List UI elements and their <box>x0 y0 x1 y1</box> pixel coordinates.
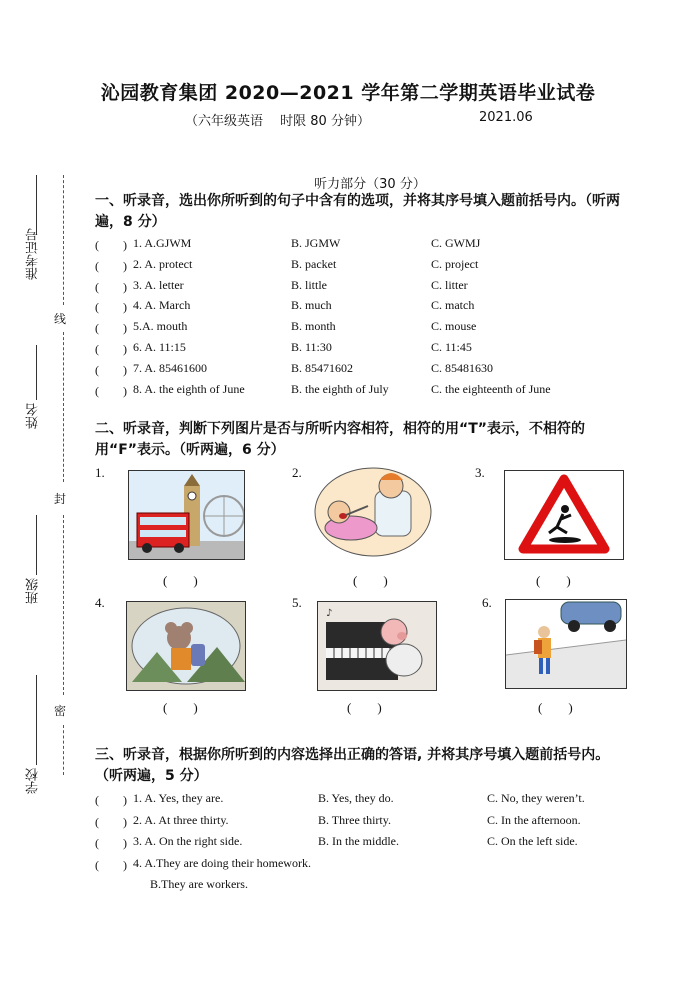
s1-option-b: B. packet <box>291 256 337 271</box>
s1-option-b: B. JGMW <box>291 236 341 250</box>
pic1-answer[interactable]: ( ) <box>163 573 198 588</box>
exam-date: 2021.06 <box>479 110 533 125</box>
s3-option-c: C. In the afternoon. <box>487 812 581 827</box>
s3-row <box>95 856 635 876</box>
pic5-number: 5. <box>292 595 302 610</box>
s1-option-c: C. the eighteenth of June <box>431 381 551 396</box>
binding-margin <box>18 160 73 810</box>
s1-row <box>95 340 635 360</box>
pig-piano-icon <box>317 601 437 691</box>
s1-option-c: C. 85481630 <box>431 360 494 375</box>
pic1-number: 1. <box>95 465 105 480</box>
s3-option-b: B. Yes, they do. <box>318 791 394 805</box>
s1-option-b: B. the eighth of July <box>291 381 389 396</box>
s1-row <box>95 278 635 298</box>
listening-title: 听力部分（30 分） <box>314 177 426 192</box>
s1-option-a: 4. A. March <box>133 298 191 313</box>
pic5-answer[interactable]: ( ) <box>347 700 382 715</box>
s1-option-c: C. 11:45 <box>431 340 472 354</box>
s3-option-c: C. On the left side. <box>487 834 578 848</box>
s3-row <box>95 813 635 833</box>
s3-answer-paren[interactable]: ( ) <box>95 836 127 850</box>
s3-row <box>95 791 635 811</box>
mouse-hiker-icon <box>126 601 246 691</box>
s3-option-a: 4. A.They are doing their homework. <box>133 855 311 870</box>
s1-row <box>95 361 635 381</box>
london-bus-bigben-icon <box>128 470 245 560</box>
s1-answer-paren[interactable]: ( ) <box>95 279 127 294</box>
section3-heading: 三、听录音，根据你所听到的内容选择出正确的答语, 并将其序号填入题前括号内。（听两遍，5 分） <box>95 747 610 784</box>
class-label: 班级 <box>26 578 41 604</box>
pic4-answer[interactable]: ( ) <box>163 700 198 715</box>
s1-option-c: C. match <box>431 298 475 313</box>
s1-option-b: B. month <box>291 319 336 334</box>
s3-answer-paren[interactable]: ( ) <box>95 857 127 872</box>
s1-option-a: 6. A. 11:15 <box>133 340 186 354</box>
s3-row <box>95 834 635 854</box>
class-line <box>36 515 37 575</box>
s1-option-b: B. much <box>291 298 332 313</box>
section3-extra-line: B.They are workers. <box>150 877 248 891</box>
s1-row <box>95 298 635 318</box>
dentist-icon <box>313 466 433 558</box>
s1-option-c: C. project <box>431 256 479 271</box>
dash-line-2 <box>63 332 64 482</box>
pic6-answer[interactable]: ( ) <box>538 700 573 715</box>
mark-xian: 线 <box>54 312 67 326</box>
s1-row <box>95 319 635 339</box>
s3-option-b: B. In the middle. <box>318 834 399 848</box>
school-label: 学校 <box>26 768 41 794</box>
s1-option-a: 5.A. mouth <box>133 319 188 334</box>
school-line <box>36 675 37 765</box>
s3-answer-paren[interactable]: ( ) <box>95 793 127 807</box>
s1-row <box>95 382 635 402</box>
s1-option-c: C. GWMJ <box>431 236 481 250</box>
exam-subtitle: （六年级英语 时限 80 分钟） <box>185 114 370 129</box>
s1-option-a: 7. A. 85461600 <box>133 360 208 375</box>
s1-answer-paren[interactable]: ( ) <box>95 321 127 336</box>
s1-option-a: 8. A. the eighth of June <box>133 381 245 396</box>
pic3-answer[interactable]: ( ) <box>536 573 571 588</box>
s1-option-a: 3. A. letter <box>133 277 184 292</box>
s1-answer-paren[interactable]: ( ) <box>95 258 127 273</box>
slippery-warning-icon <box>504 470 624 560</box>
boy-crossing-street-icon <box>505 599 627 689</box>
mark-mi: 密 <box>54 704 67 718</box>
s1-option-b: B. 85471602 <box>291 360 354 375</box>
name-line <box>36 345 37 400</box>
dash-line-3 <box>63 515 64 695</box>
name-label: 姓名 <box>26 403 41 429</box>
s1-option-c: C. mouse <box>431 319 477 334</box>
pic2-answer[interactable]: ( ) <box>353 573 388 588</box>
s1-answer-paren[interactable]: ( ) <box>95 238 127 252</box>
s1-option-a: 2. A. protect <box>133 256 193 271</box>
s1-row <box>95 236 635 256</box>
s1-answer-paren[interactable]: ( ) <box>95 383 127 398</box>
s1-option-c: C. litter <box>431 277 468 292</box>
s1-option-a: 1. A.GJWM <box>133 236 192 250</box>
s3-answer-paren[interactable]: ( ) <box>95 814 127 829</box>
s3-option-b: B. Three thirty. <box>318 812 391 827</box>
svg-text:♪: ♪ <box>326 608 333 619</box>
mark-feng: 封 <box>54 492 67 506</box>
pic2-number: 2. <box>292 465 302 480</box>
dash-line-1 <box>63 175 64 305</box>
s1-answer-paren[interactable]: ( ) <box>95 342 127 356</box>
s1-answer-paren[interactable]: ( ) <box>95 362 127 377</box>
exam-no-label: 准考证号 <box>26 228 41 280</box>
s3-option-c: C. No, they weren’t. <box>487 791 585 805</box>
s1-option-b: B. 11:30 <box>291 340 332 354</box>
pic4-number: 4. <box>95 595 105 610</box>
dash-line-4 <box>63 725 64 775</box>
s3-option-a: 3. A. On the right side. <box>133 834 243 848</box>
exam-title: 沁园教育集团 2020—2021 学年第二学期英语毕业试卷 <box>100 82 596 104</box>
section1-heading: 一、听录音，选出你所听到的句子中含有的选项，并将其序号填入题前括号内。（听两遍，8 分） <box>95 193 620 230</box>
pic3-number: 3. <box>475 465 485 480</box>
s1-answer-paren[interactable]: ( ) <box>95 300 127 315</box>
pic6-number: 6. <box>482 595 492 610</box>
s3-option-a: 1. A. Yes, they are. <box>133 791 224 805</box>
s1-option-b: B. little <box>291 277 327 292</box>
section2-heading: 二、听录音，判断下列图片是否与所听内容相符，相符的用“T”表示，不相符的用“F”表示。（听两遍，6 分） <box>95 421 585 458</box>
s1-row <box>95 257 635 277</box>
s3-option-a: 2. A. At three thirty. <box>133 812 229 827</box>
